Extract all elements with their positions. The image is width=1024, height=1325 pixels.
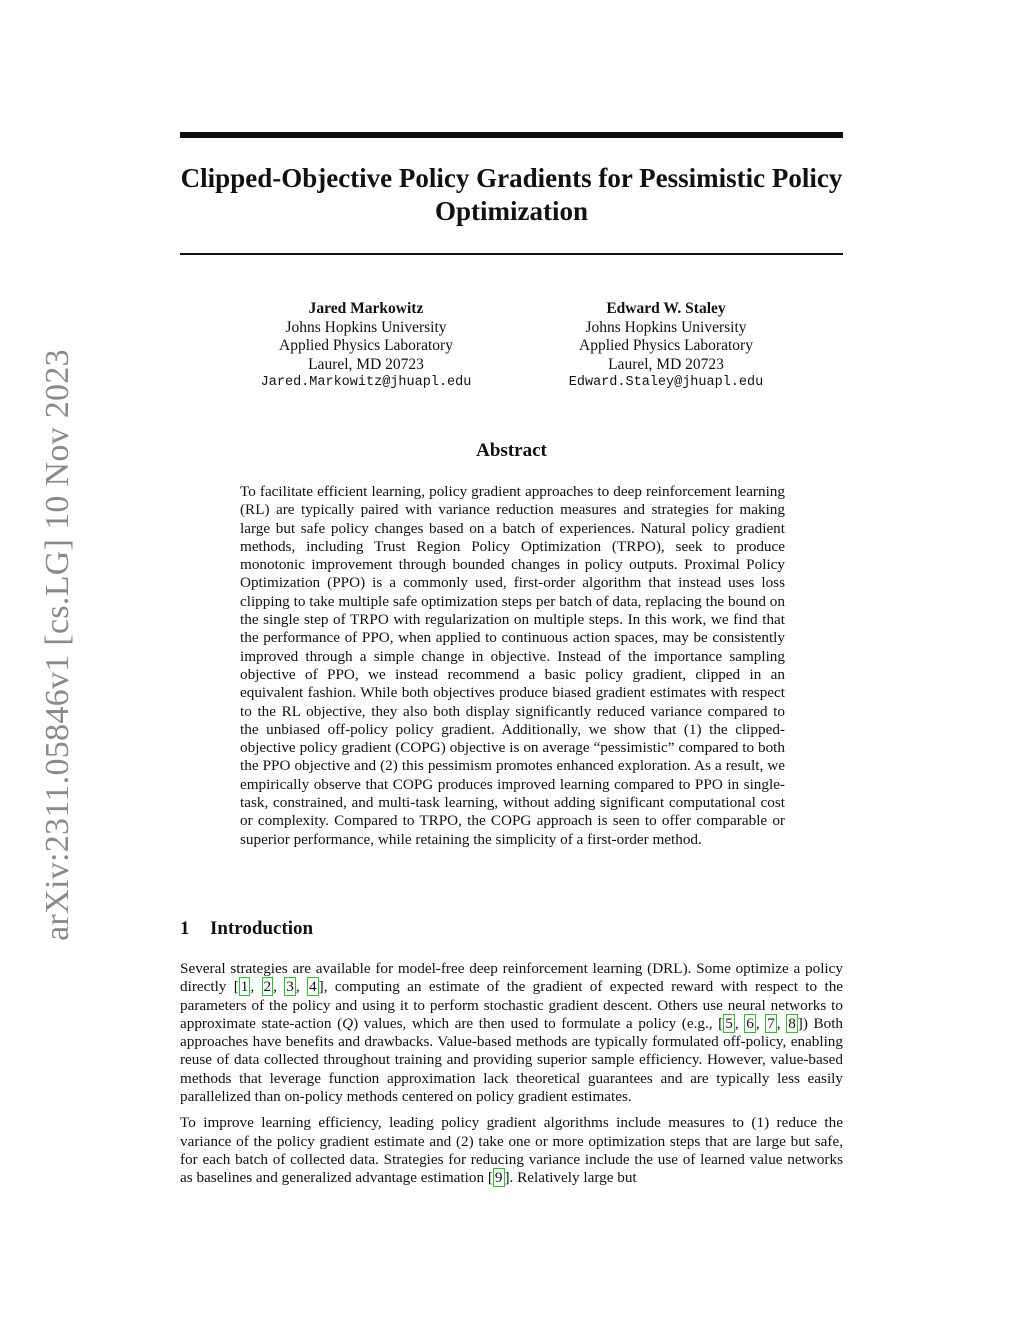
- author-block-2: [516, 300, 816, 393]
- abstract-body: To facilitate efficient learning, policy gradient approaches to deep reinforcement learning (RL) are typically paired with variance reduction measures and strategies for making large but safe policy changes based on a batch of experiences. Natural policy gradient methods, including Trust Region Policy Optimization (TRPO), seek to produce monotonic improvement through bounded changes in policy outputs. Proximal Policy Optimization (PPO) is a commonly used, first-order algorithm that instead uses loss clipping to take multiple safe optimization steps per batch of data, replacing the bound on the single step of TRPO with regularization on multiple steps. In this work, we find that the performance of PPO, when applied to continuous action spaces, may be consistently improved through a simple change in objective. Instead of the importance sampling objective of PPO, we instead recommend a basic policy gradient, clipped in an equivalent fashion. While both objectives produce biased gradient estimates with respect to the RL objective, they also both display significantly reduced variance compared to the unbiased off-policy policy gradient. Additionally, we show that (1) the clipped-objective policy gradient (COPG) objective is on average “pessimistic” compared to both the PPO objective and (2) this pessimism promotes enhanced exploration. As a result, we empirically observe that COPG produces improved learning compared to PPO in single-task, constrained, and multi-task learning, without adding significant computational cost or complexity. Compared to TRPO, the COPG approach is seen to offer comparable or superior performance, while retaining the simplicity of a first-order method.: [240, 483, 785, 848]
- citation-link[interactable]: 1: [240, 978, 249, 996]
- arxiv-identifier: arXiv:2311.05846v1 [cs.LG] 10 Nov 2023: [39, 349, 76, 941]
- citation-link[interactable]: 5: [725, 1014, 733, 1032]
- author-affiliation: Johns Hopkins University: [285, 318, 447, 336]
- paper-title: Clipped-Objective Policy Gradients for Pessimistic Policy Optimization: [180, 163, 843, 226]
- author-name: Jared Markowitz: [308, 300, 424, 317]
- author-block-1: [216, 300, 516, 393]
- author-address: Laurel, MD 20723: [308, 355, 424, 373]
- section-heading: [180, 918, 313, 940]
- section-title: Introduction: [210, 918, 314, 939]
- author-address: Laurel, MD 20723: [608, 355, 724, 373]
- text-run: ) values, which are then used to formulate a policy (e.g., [: [353, 1014, 724, 1032]
- text-run: Several strategies are available for model-free deep reinforcement learning (DRL). Some optimize a policy directly [: [180, 960, 843, 996]
- title-top-rule: [180, 132, 843, 138]
- intro-paragraph-2: [180, 1114, 843, 1187]
- text-run: ]) Both approaches have benefits and drawbacks. Value-based methods are typically formulated off-policy, enabling reuse of data collected throughout training and providing superior sample efficiency. However, value-based methods that leverage function approximation lack theoretical guarantees and are typically less easily parallelized than on-policy methods centered on policy gradient estimates.: [180, 1014, 844, 1106]
- author-department: Applied Physics Laboratory: [279, 337, 453, 354]
- title-bottom-rule: [180, 253, 843, 255]
- author-department: Applied Physics Laboratory: [579, 337, 753, 354]
- text-run: To improve learning efficiency, leading policy gradient algorithms include measures to (1) reduce the variance of the policy gradient estimate and (2) take one or more optimization steps that are large but safe, for each batch of collected data. Strategies for reducing variance include the use of learned value networks as baselines and generalized advantage estimation [: [180, 1114, 843, 1187]
- citation-link[interactable]: 8: [788, 1014, 796, 1032]
- text-run: ]. Relatively large but: [504, 1169, 637, 1187]
- section-number: 1: [180, 918, 190, 939]
- citation-link[interactable]: 9: [494, 1169, 503, 1187]
- author-affiliation: Johns Hopkins University: [585, 318, 747, 336]
- introduction-body: [180, 960, 843, 1196]
- abstract-heading: Abstract: [476, 440, 547, 461]
- author-name: Edward W. Staley: [606, 300, 726, 317]
- citation-link[interactable]: 4: [309, 978, 317, 996]
- citation-link[interactable]: 3: [286, 978, 294, 996]
- citation-link[interactable]: 7: [767, 1014, 775, 1032]
- author-email[interactable]: Jared.Markowitz@jhuapl.edu: [260, 375, 472, 390]
- intro-paragraph-1: Several strategies are available for model-free deep reinforcement learning (DRL). Some optimize a policy directly [ 1 , 2 , 3 , 4 ], computing an estimate of the gradient of expected reward with respect to the parameters of the policy and using it to perform stochastic gradient descent. Others use neural networks to approximate state-action (Q) values, which are then used to formulate a policy (e.g., [ 5 , 6 , 7 , 8 ]) Both approaches have benefits and drawbacks. Value-based methods are typically formulated off-policy, enabling reuse of data collected throughout training and providing superior sample efficiency. However, value-based methods that leverage function approximation lack theoretical guarantees and are typically less easily parallelized than on-policy methods centered on policy gradient estimates.: [180, 960, 844, 1106]
- citation-link[interactable]: 2: [263, 978, 272, 996]
- text-run: ], computing an estimate of the gradient of expected reward with respect to the parameters of the policy and using it to perform stochastic gradient descent. Others use neural networks to approximate state-action (: [180, 978, 844, 1032]
- author-email[interactable]: Edward.Staley@jhuapl.edu: [568, 375, 764, 390]
- citation-link[interactable]: 6: [746, 1014, 754, 1032]
- math-symbol: Q: [342, 1014, 354, 1032]
